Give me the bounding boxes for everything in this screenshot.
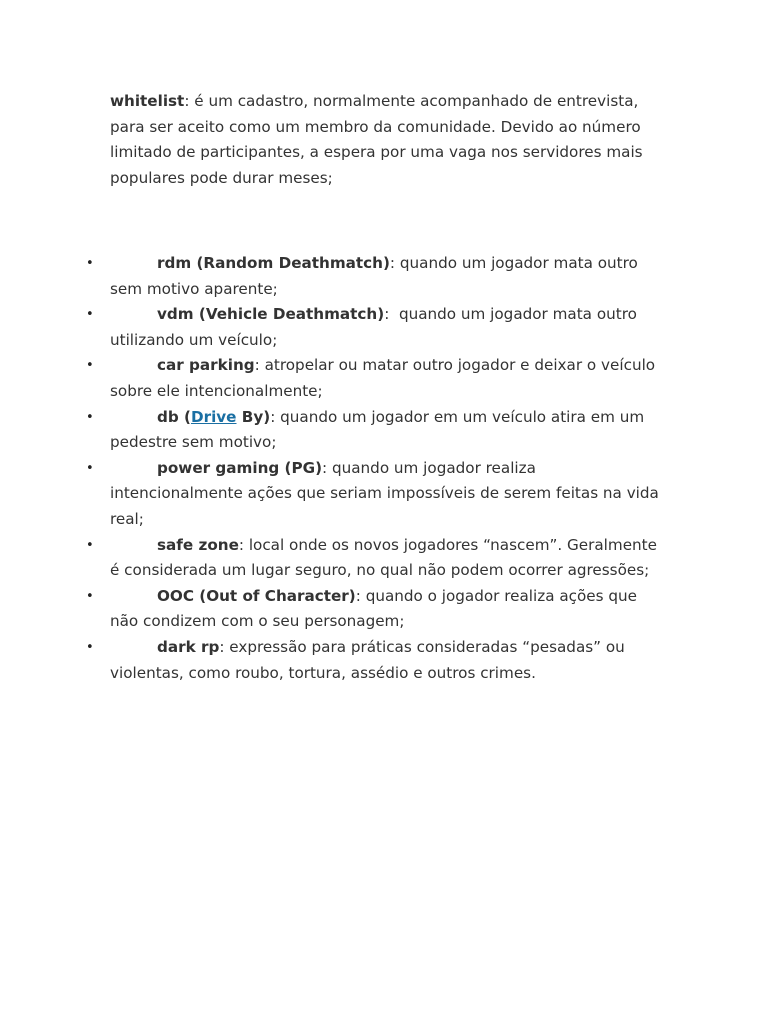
definition-car-parking: : atropelar ou matar outro jogador e deixar o veículo sobre ele intencionalmente; bbox=[110, 356, 656, 400]
list-item-rdm bbox=[86, 251, 670, 302]
definition-dark-rp: : expressão para práticas consideradas “pesadas” ou violentas, como roubo, tortura, assédio e outros crimes. bbox=[110, 637, 625, 682]
definition-power-gaming: : quando um jogador realiza intencionalmente ações que seriam impossíveis de serem feitas na vida real; bbox=[110, 458, 659, 528]
bullet-icon: • bbox=[86, 460, 94, 476]
term-db-prefix: db ( bbox=[157, 407, 191, 426]
term-safe-zone: safe zone bbox=[157, 535, 239, 554]
definition-ooc: : quando o jogador realiza ações que não condizem com o seu personagem; bbox=[110, 586, 637, 631]
bullet-icon: • bbox=[86, 358, 94, 374]
bullet-icon: • bbox=[86, 256, 94, 271]
list-item-power-gaming bbox=[86, 456, 670, 533]
definition-db: : quando um jogador em um veículo atira em um pedestre sem motivo; bbox=[110, 407, 645, 452]
list-item-car-parking bbox=[86, 353, 670, 404]
bullet-icon: • bbox=[86, 537, 94, 553]
whitelist-term: whitelist bbox=[110, 92, 185, 110]
list-item-ooc bbox=[86, 584, 670, 635]
bullet-icon: • bbox=[86, 639, 94, 655]
definition-safe-zone: : local onde os novos jogadores “nascem”. Geralmente é considerada um lugar seguro, no qual não podem ocorrer agressões; bbox=[110, 535, 657, 580]
whitelist-paragraph bbox=[110, 89, 670, 191]
definition-vdm: : quando um jogador mata outro utilizando um veículo; bbox=[110, 305, 642, 349]
bullet-icon: • bbox=[86, 409, 94, 425]
bullet-icon: • bbox=[86, 588, 94, 604]
term-ooc: OOC (Out of Character) bbox=[157, 586, 356, 605]
term-dark-rp: dark rp bbox=[157, 637, 220, 656]
term-power-gaming: power gaming (PG) bbox=[157, 458, 323, 477]
term-db-suffix: By) bbox=[236, 407, 271, 426]
definition-rdm: : quando um jogador mata outro sem motivo aparente; bbox=[110, 254, 638, 298]
bullet-icon: • bbox=[86, 307, 94, 323]
glossary-list bbox=[86, 251, 670, 686]
term-rdm: rdm (Random Deathmatch) bbox=[157, 254, 390, 272]
list-item-vdm bbox=[86, 302, 670, 353]
list-item-db bbox=[86, 405, 670, 456]
whitelist-definition: : é um cadastro, normalmente acompanhado de entrevista, para ser aceito como um membro da comunidade. Devido ao número limitado de participantes, a espera por uma vaga nos servidores mais populares pode durar meses; bbox=[110, 92, 643, 187]
drive-link[interactable]: Drive bbox=[190, 407, 237, 426]
term-vdm: vdm (Vehicle Deathmatch) bbox=[157, 305, 385, 324]
list-item-safe-zone bbox=[86, 533, 670, 584]
term-car-parking: car parking bbox=[157, 356, 255, 375]
list-item-dark-rp bbox=[86, 635, 670, 686]
